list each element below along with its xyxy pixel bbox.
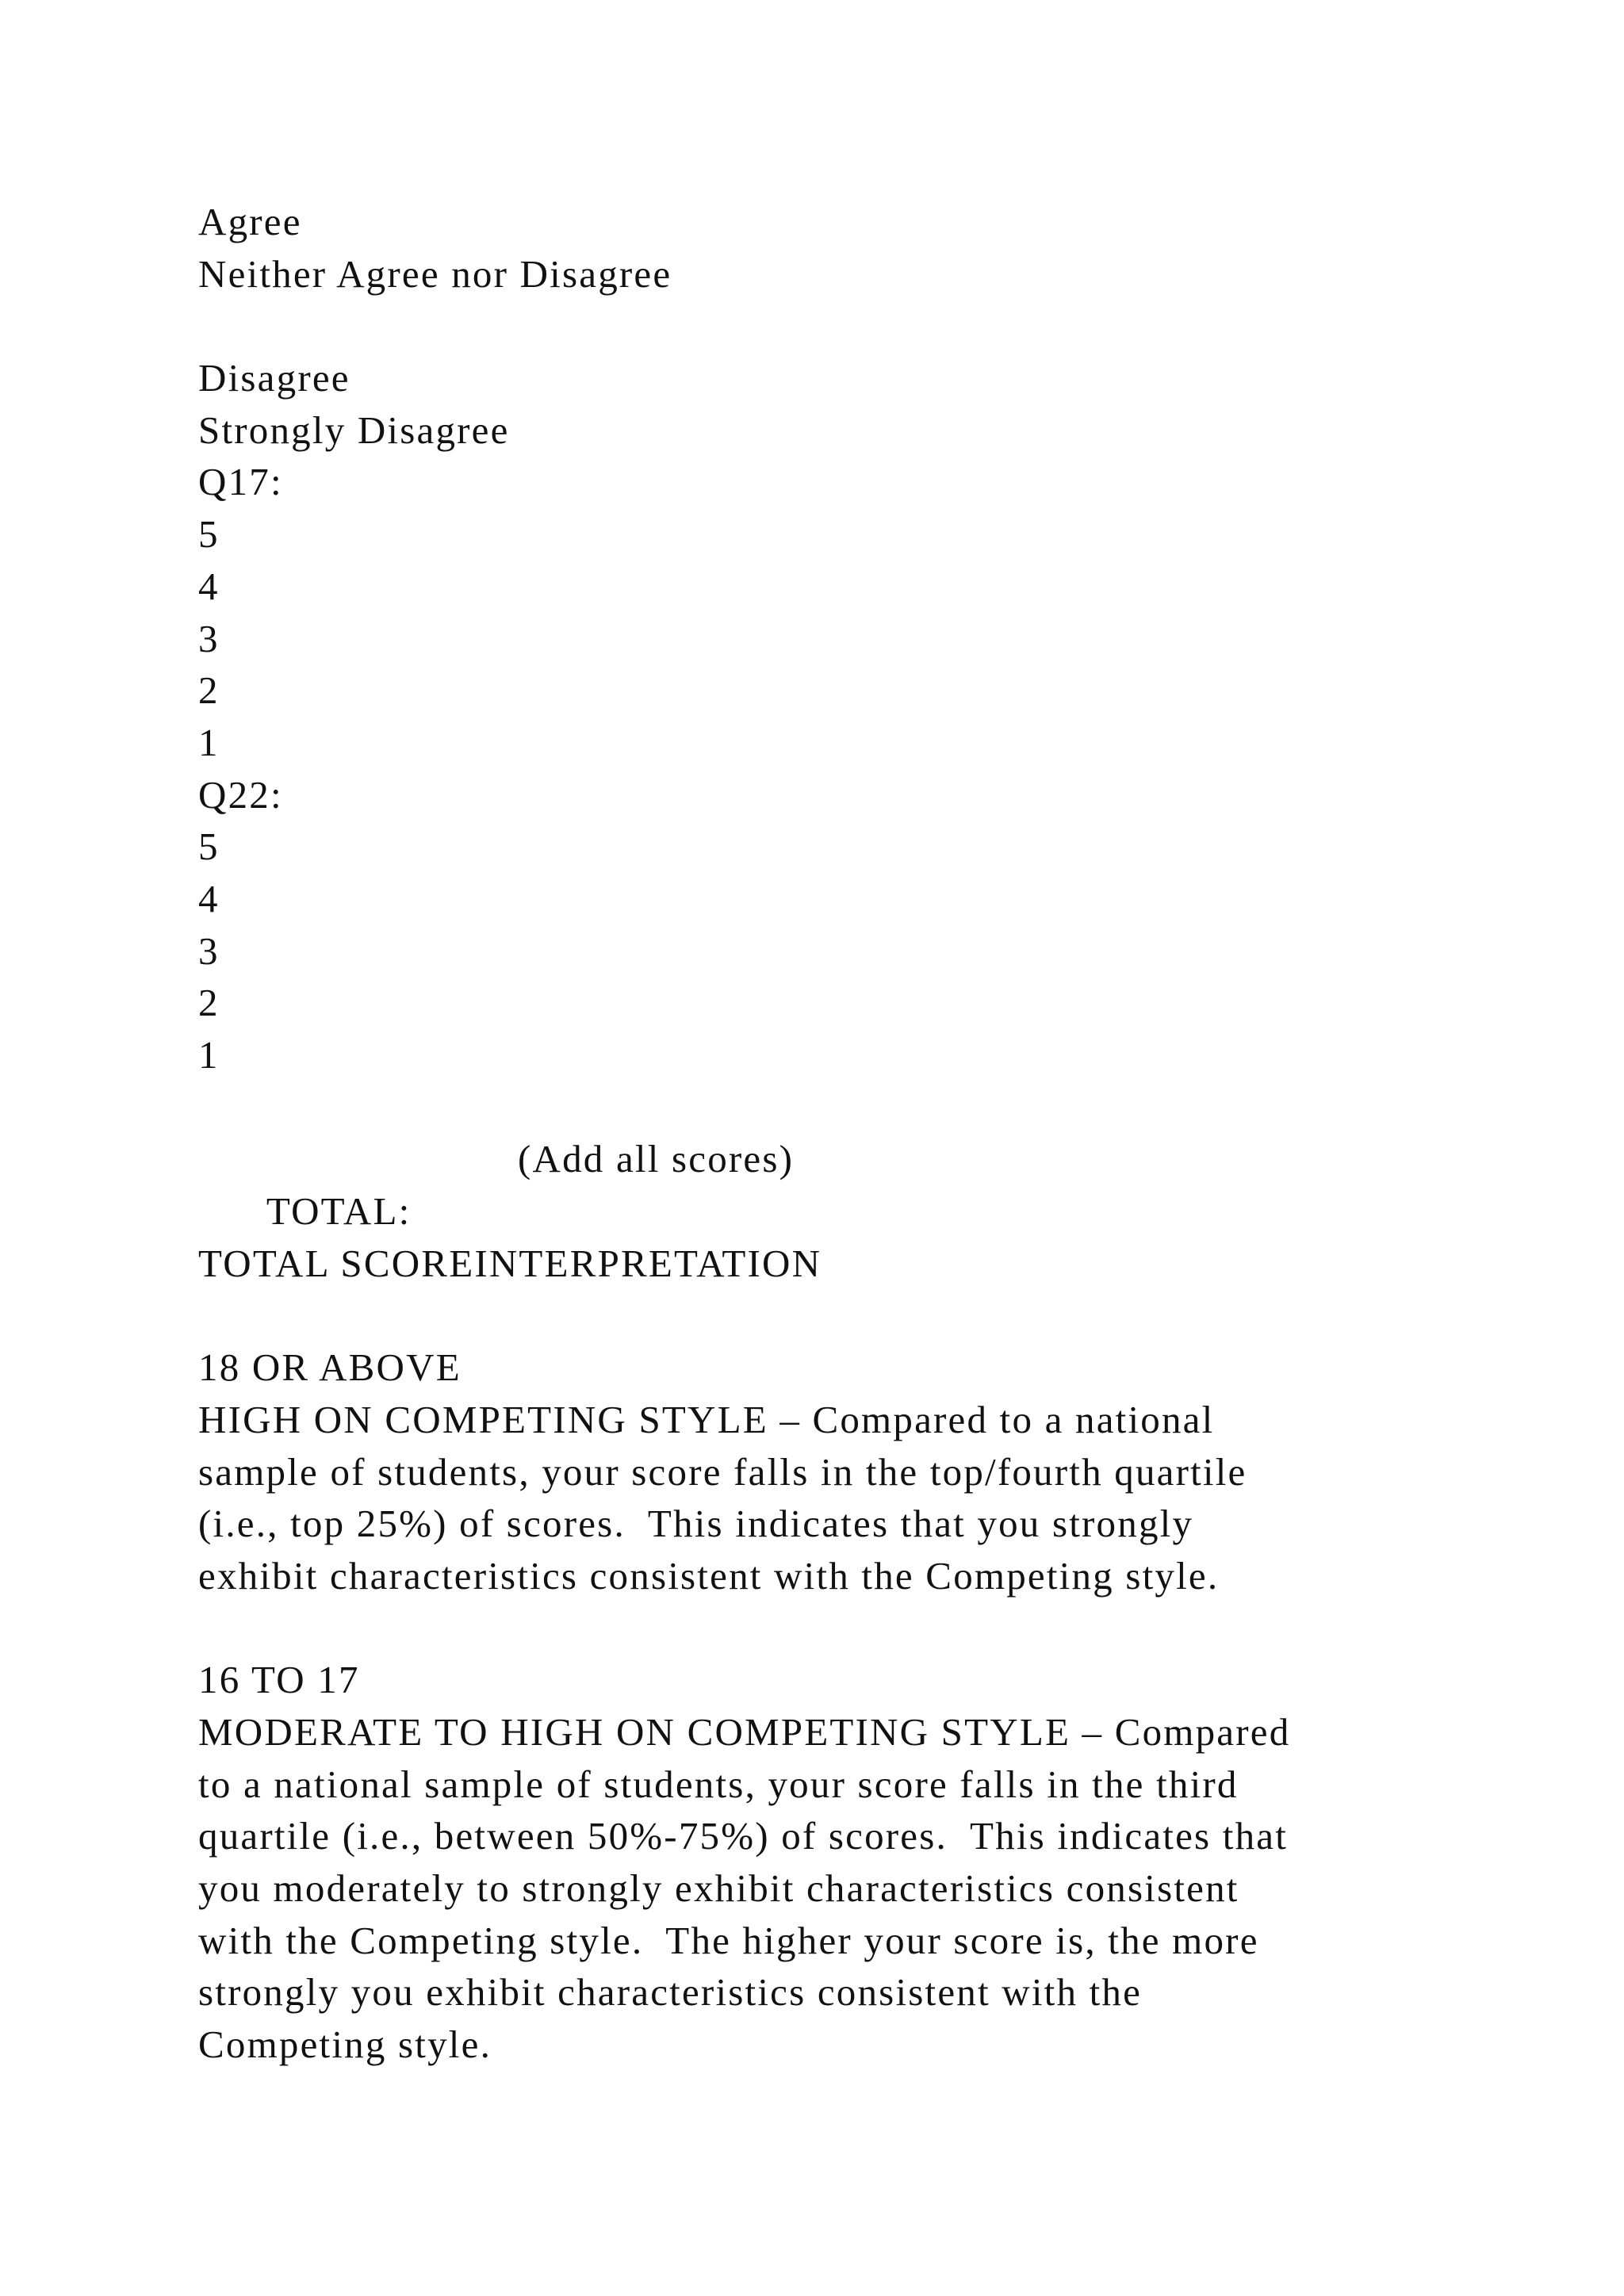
q22-score-5: 5: [198, 825, 220, 869]
blank-line: [198, 1289, 1435, 1341]
interpretation-header: TOTAL SCOREINTERPRETATION: [198, 1241, 822, 1285]
question-label-q22: Q22:: [198, 772, 283, 817]
q22-score-2: 2: [198, 981, 220, 1025]
interpretation-range-high: 18 OR ABOVE: [198, 1345, 462, 1390]
q17-score-5: 5: [198, 512, 220, 557]
interpretation-text-line: HIGH ON COMPETING STYLE – Compared to a national: [198, 1397, 1215, 1441]
scale-label-agree: Agree: [198, 200, 302, 243]
scale-label-disagree: Disagree: [198, 356, 350, 400]
interpretation-text-line: you moderately to strongly exhibit characteristics consistent: [198, 1866, 1239, 1910]
total-note: (Add all scores): [518, 1137, 795, 1181]
scale-label-neither: Neither Agree nor Disagree: [198, 251, 672, 296]
interpretation-text-line: to a national sample of students, your score falls in the third: [198, 1762, 1239, 1806]
question-label-q17: Q17:: [198, 460, 283, 504]
scale-label-strongly-disagree: Strongly Disagree: [198, 408, 510, 452]
q22-score-3: 3: [198, 928, 220, 973]
interpretation-text-line: (i.e., top 25%) of scores. This indicates that you strongly: [198, 1502, 1194, 1546]
interpretation-text-line: strongly you exhibit characteristics consistent with the: [198, 1970, 1143, 2015]
interpretation-text-line: exhibit characteristics consistent with the Competing style.: [198, 1553, 1220, 1598]
q17-score-3: 3: [198, 616, 220, 660]
q22-score-1: 1: [198, 1033, 220, 1077]
blank-line: [198, 1081, 1435, 1134]
q17-score-1: 1: [198, 720, 220, 764]
total-label: TOTAL:: [266, 1189, 412, 1234]
interpretation-text-line: sample of students, your score falls in the top/fourth quartile: [198, 1449, 1247, 1494]
interpretation-text-line: quartile (i.e., between 50%-75%) of scores. This indicates that: [198, 1814, 1289, 1858]
q17-score-2: 2: [198, 668, 220, 713]
interpretation-text-line: MODERATE TO HIGH ON COMPETING STYLE – Compared: [198, 1709, 1291, 1754]
interpretation-text-line: with the Competing style. The higher your score is, the more: [198, 1918, 1259, 1962]
total-row: [198, 1133, 1435, 1234]
interpretation-range-moderate-high: 16 TO 17: [198, 1658, 360, 1702]
interpretation-text-line: Competing style.: [198, 2022, 492, 2067]
q17-score-4: 4: [198, 564, 220, 608]
q22-score-4: 4: [198, 876, 220, 920]
blank-line: [198, 1602, 1435, 1655]
blank-line: [198, 300, 1435, 352]
document-body: [198, 196, 1435, 2071]
